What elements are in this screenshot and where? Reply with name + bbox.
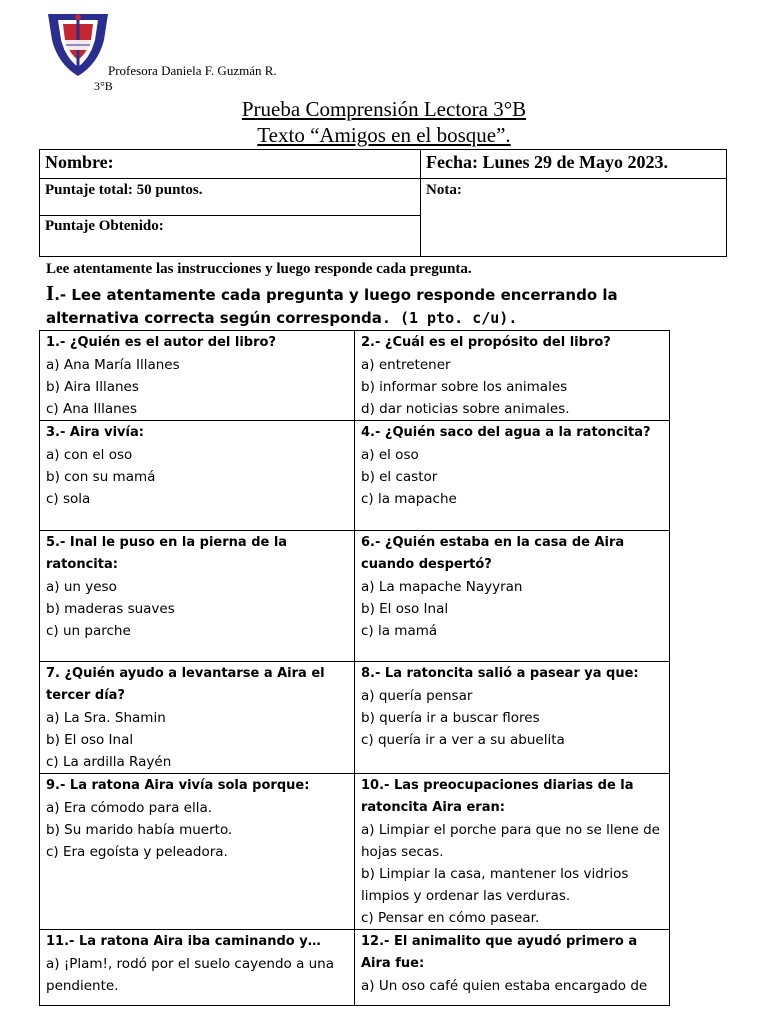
answer-option[interactable]: c) la mapache	[361, 491, 457, 507]
grade-label: 3°B	[94, 79, 113, 93]
answer-option[interactable]: c) Ana Illanes	[46, 401, 137, 417]
question-cell	[40, 930, 355, 1006]
question-title: 10.- Las preocupaciones diarias de la ratoncita Aira eran:	[361, 778, 634, 815]
date-label: Fecha: Lunes 29 de Mayo 2023.	[426, 152, 668, 172]
answer-option[interactable]: a) La mapache Nayyran	[361, 579, 523, 595]
answer-option[interactable]: b) con su mamá	[46, 469, 156, 485]
questions-table	[39, 330, 670, 1006]
answer-option[interactable]: a) quería pensar	[361, 688, 473, 704]
school-crest-logo	[44, 10, 112, 78]
answer-option[interactable]: a) Limpiar el porche para que no se llene de hojas secas.	[361, 822, 660, 860]
text-title: Texto “Amigos en el bosque”.	[257, 123, 511, 147]
answer-option[interactable]: b) quería ir a buscar flores	[361, 710, 540, 726]
answer-option[interactable]: b) El oso Inal	[46, 732, 134, 748]
name-field-label: Nombre:	[45, 152, 114, 172]
question-cell	[355, 930, 670, 1006]
answer-option[interactable]: b) Limpiar la casa, mantener los vidrios limpios y ordenar las verduras.	[361, 866, 629, 904]
answer-option[interactable]: b) El oso Inal	[361, 601, 449, 617]
section-points: . (1 pto. c/u).	[381, 309, 518, 327]
answer-option[interactable]: a) La Sra. Shamin	[46, 710, 166, 726]
question-title: 9.- La ratona Aira vivía sola porque:	[46, 778, 310, 793]
section-1-heading	[46, 282, 646, 330]
question-cell	[355, 331, 670, 421]
question-title: 5.- Inal le puso en la pierna de la ratoncita:	[46, 535, 288, 572]
answer-option[interactable]: c) un parche	[46, 623, 131, 639]
section-roman-numeral: I	[46, 281, 55, 305]
question-cell	[355, 774, 670, 930]
answer-option[interactable]: a) el oso	[361, 447, 419, 463]
question-title: 4.- ¿Quién saco del agua a la ratoncita?	[361, 425, 651, 440]
answer-option[interactable]: a) con el oso	[46, 447, 133, 463]
answer-option[interactable]: c) la mamá	[361, 623, 438, 639]
answer-option[interactable]: a) ¡Plam!, rodó por el suelo cayendo a una pendiente.	[46, 956, 335, 994]
answer-option[interactable]: c) Pensar en cómo pasear.	[361, 910, 540, 926]
question-title: 8.- La ratoncita salió a pasear ya que:	[361, 666, 639, 681]
teacher-name: Profesora Daniela F. Guzmán R.	[108, 63, 277, 78]
question-cell	[40, 531, 355, 662]
answer-option[interactable]: c) La ardilla Rayén	[46, 754, 172, 770]
question-title: 12.- El animalito que ayudó primero a Aira fue:	[361, 934, 638, 971]
student-info-table	[39, 149, 727, 257]
section-instruction-text: .- Lee atentamente cada pregunta y luego responde encerrando la alternativa correcta según corresponda	[46, 286, 618, 327]
answer-option[interactable]: a) Un oso café quien estaba encargado de	[361, 978, 648, 994]
question-cell	[40, 331, 355, 421]
test-title: Prueba Comprensión Lectora 3°B	[241, 97, 527, 121]
question-title: 6.- ¿Quién estaba en la casa de Aira cuando despertó?	[361, 535, 625, 572]
answer-option[interactable]: b) Su marido había muerto.	[46, 822, 233, 838]
question-title: 7. ¿Quién ayudo a levantarse a Aira el tercer día?	[46, 666, 325, 703]
question-title: 1.- ¿Quién es el autor del libro?	[46, 335, 277, 350]
answer-option[interactable]: d) dar noticias sobre animales.	[361, 401, 570, 417]
question-title: 3.- Aira vivía:	[46, 425, 144, 440]
answer-option[interactable]: c) quería ir a ver a su abuelita	[361, 732, 565, 748]
answer-option[interactable]: a) Era cómodo para ella.	[46, 800, 213, 816]
question-cell	[40, 774, 355, 930]
answer-option[interactable]: b) informar sobre los animales	[361, 379, 568, 395]
general-instructions: Lee atentamente las instrucciones y luego responde cada pregunta.	[46, 261, 472, 277]
answer-option[interactable]: b) Aira Illanes	[46, 379, 139, 395]
total-score-label: Puntaje total: 50 puntos.	[45, 182, 203, 198]
answer-option[interactable]: a) Ana María Illanes	[46, 357, 180, 373]
question-title: 11.- La ratona Aira iba caminando y…	[46, 934, 321, 949]
question-cell	[355, 531, 670, 662]
question-cell	[40, 421, 355, 531]
obtained-score-label: Puntaje Obtenido:	[45, 218, 164, 234]
question-title: 2.- ¿Cuál es el propósito del libro?	[361, 335, 611, 350]
question-cell	[355, 421, 670, 531]
answer-option[interactable]: c) sola	[46, 491, 91, 507]
answer-option[interactable]: b) maderas suaves	[46, 601, 175, 617]
question-cell	[355, 662, 670, 774]
question-cell	[40, 662, 355, 774]
grade-field-label: Nota:	[426, 182, 462, 198]
answer-option[interactable]: a) un yeso	[46, 579, 117, 595]
answer-option[interactable]: b) el castor	[361, 469, 438, 485]
answer-option[interactable]: a) entretener	[361, 357, 451, 373]
answer-option[interactable]: c) Era egoísta y peleadora.	[46, 844, 228, 860]
